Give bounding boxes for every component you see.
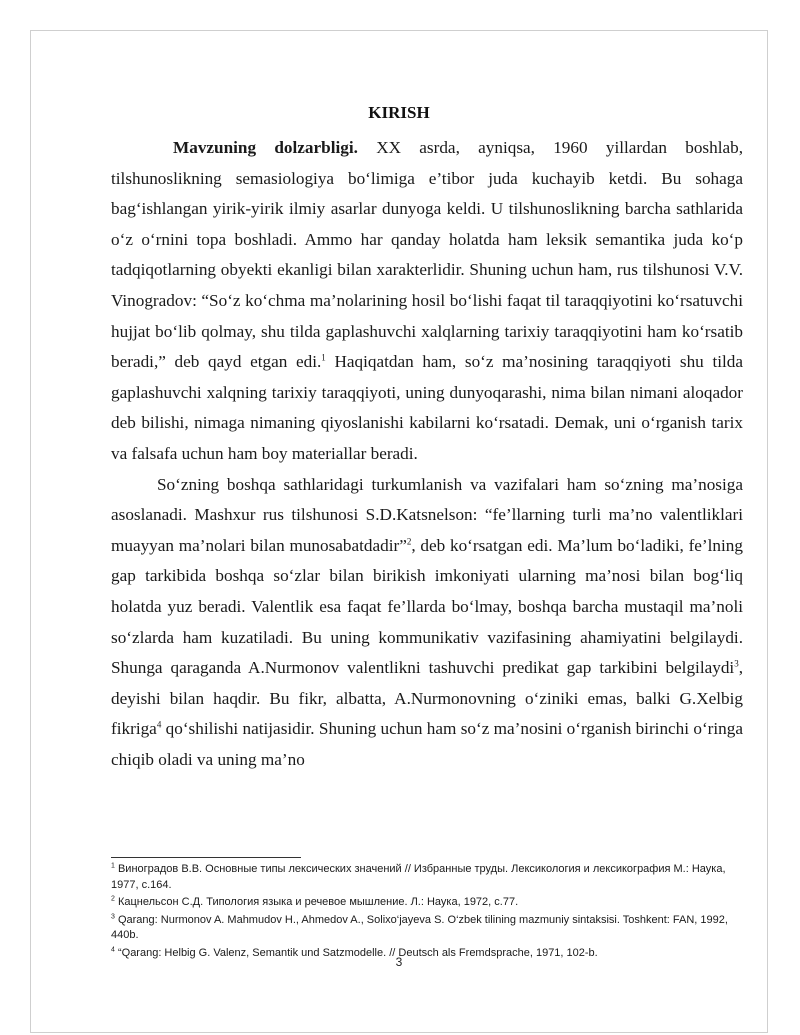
paragraph-1-text-b: Haqiqatdan ham, so‘z ma’nosining taraqqiyoti shu tilda gaplashuvchi xalqning tarixiy taraqqiyoti, uning dunyoqarashi, nima bilan nimani aloqador deb bilishi, nimaga nimaning qiyoslanishi kabilarni ko‘rsatadi. Demak, uni o‘rganish tarix va falsafa uchun ham boy materiallar beradi. xyxy=(111,352,743,463)
paragraph-2 xyxy=(111,470,743,776)
footnote-separator xyxy=(111,857,301,858)
paragraph-2-text-c: , deyishi bilan haqdir. Bu fikr, albatta, A.Nurmonovning o‘ziniki emas, balki G.Xelbig fikriga xyxy=(111,658,743,739)
document-page xyxy=(30,30,768,1033)
paragraph-1 xyxy=(111,133,743,470)
paragraph-2-text-a: So‘zning boshqa sathlaridagi turkumlanish va vazifalari ham so‘zning ma’nosiga asoslanadi. Mashxur rus tilshunosi S.D.Katsnelson: “fe’llarning turli ma’no valentliklari muayyan ma’nolari bilan munosabatdadir” xyxy=(111,474,743,555)
page-number: 3 xyxy=(395,955,403,969)
footnote-number: 1 xyxy=(111,862,115,870)
section-lead: Mavzuning dolzarbligi. xyxy=(173,138,358,157)
footnote-text: Qarang: Nurmonov A. Mahmudov H., Ahmedov A., Solixo‘jayeva S. O‘zbek tilining mazmuniy sintaksisi. Toshkent: FAN, 1992, 440b. xyxy=(111,913,728,942)
footnote-1 xyxy=(111,862,751,893)
footnote-2 xyxy=(111,895,751,911)
footnotes xyxy=(111,862,751,964)
footnote-ref-1[interactable]: 1 xyxy=(321,352,326,363)
footnote-number: 3 xyxy=(111,913,115,921)
footnote-number: 4 xyxy=(111,946,115,954)
paragraph-1-text-a: XX asrda, ayniqsa, 1960 yillardan boshlab, tilshunoslikning semasiologiya bo‘limiga e’tibor juda kuchayib ketdi. Bu sohaga bag‘ishlangan yirik-yirik ilmiy asarlar dunyoga keldi. U tilshunoslikning barcha sathlarida o‘z o‘rnini topa boshladi. Ammo har qanday holatda ham leksik semantika juda ko‘p tadqiqotlarning obyekti ekanligi bilan xarakterlidir. Shuning uchun ham, rus tilshunosi V.V. Vinogradov: “So‘z ko‘chma ma’nolarining hosil bo‘lishi faqat til taraqqiyotini ko‘rsatuvchi hujjat bo‘lib qolmay, shu tilda gaplashuvchi xalqlarning tarixiy taraqqiyotini ham ko‘rsatib beradi,” deb qayd etgan edi. xyxy=(111,138,743,372)
footnote-3 xyxy=(111,913,751,944)
footnote-text: Кацнельсон С.Д. Типология языка и речевое мышление. Л.: Наука, 1972, с.77. xyxy=(117,896,519,909)
footnote-ref-4[interactable]: 4 xyxy=(156,719,162,730)
footnote-text: Виноградов В.В. Основные типы лексических значений // Избранные труды. Лексикология и лексикография М.: Наука, 1977, с.164. xyxy=(111,863,726,891)
body-text xyxy=(111,133,743,775)
footnote-text: “Qarang: Helbig G. Valenz, Semantik und Satzmodelle. // Deutsch als Fremdsprache, 1971, 102-b. xyxy=(117,946,598,959)
paragraph-2-text-d: qo‘shilishi natijasidir. Shuning uchun ham so‘z ma’nosini o‘rganish birinchi o‘ringa chiqib oladi va uning ma’no xyxy=(111,719,743,769)
footnote-number: 2 xyxy=(111,895,115,903)
footnote-ref-3[interactable]: 3 xyxy=(734,658,739,669)
page-title: KIRISH xyxy=(368,103,430,122)
footnote-ref-2[interactable]: 2 xyxy=(406,535,412,546)
paragraph-2-text-b: , deb ko‘rsatgan edi. Ma’lum bo‘ladiki, fe’lning gap tarkibida boshqa so‘zlar bilan birikish imkoniyati ularning ma’nosi bilan bog‘liq holatda yuz beradi. Valentlik esa faqat fe’llarda bo‘lmay, boshqa barcha mustaqil ma’noli so‘zlarda ham kuzatiladi. Bu uning kommunikativ vazifasining ahamiyatini belgilaydi. Shunga qaraganda A.Nurmonov valentlikni tashuvchi predikat gap tarkibini belgilaydi xyxy=(111,535,743,678)
